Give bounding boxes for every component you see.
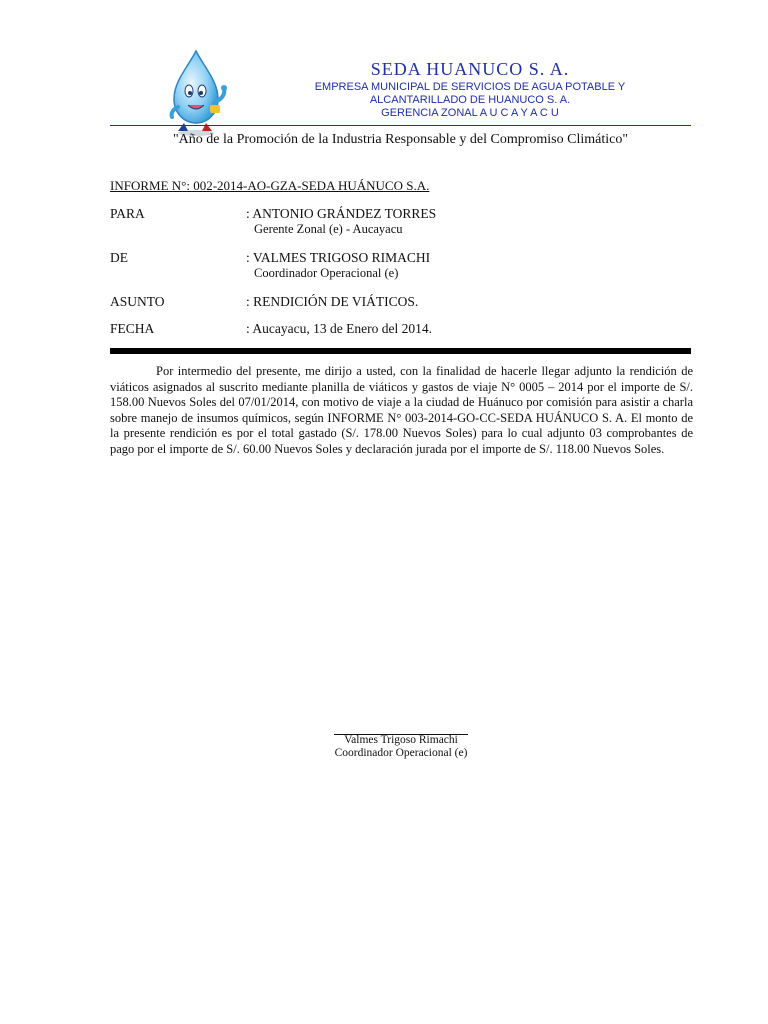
header-divider bbox=[110, 125, 691, 126]
field-value-fecha: : Aucayacu, 13 de Enero del 2014. bbox=[246, 321, 432, 336]
signature-title: Coordinador Operacional (e) bbox=[334, 747, 468, 759]
field-label-de: DE bbox=[110, 250, 128, 265]
body-paragraph-text: Por intermedio del presente, me dirijo a usted, con la finalidad de hacerle llegar adjunto la rendición de viáticos asignados al suscrito mediante planilla de viáticos y gastos de viaje N° 0005 – 2014 por el importe de S/. 158.00 Nuevos Soles del 07/01/2014, con motivo de viaje a la ciudad de Huánuco por comisión para asistir a charla sobre manejo de insumos químicos, según INFORME N° 003-2014-GO-CC-SEDA HUÁNUCO S. A. El monto de la presente rendición es por el total gastado (S/. 178.00 Nuevos Soles) para lo cual adjunto 03 comprobantes de pago por el importe de S/. 60.00 Nuevos Soles y declaración jurada por el importe de S/. 118.00 Nuevos Soles. bbox=[110, 364, 693, 456]
field-value-de: : VALMES TRIGOSO RIMACHI bbox=[246, 250, 431, 265]
signature-name: Valmes Trigoso Rimachi bbox=[344, 734, 458, 746]
field-value-asunto: : RENDICIÓN DE VIÁTICOS. bbox=[246, 294, 419, 309]
field-value-para: : ANTONIO GRÁNDEZ TORRES bbox=[246, 206, 437, 221]
field-label-fecha: FECHA bbox=[110, 321, 155, 336]
field-label-asunto: ASUNTO bbox=[110, 294, 165, 309]
body-paragraph bbox=[110, 364, 693, 457]
field-label-para: PARA bbox=[110, 206, 145, 221]
company-name: SEDA HUANUCO S. A. bbox=[370, 59, 570, 79]
company-zone-line: GERENCIA ZONAL A U C A Y A C U bbox=[381, 107, 559, 119]
field-sub-para: Gerente Zonal (e) - Aucayacu bbox=[254, 222, 403, 236]
water-drop-mascot-icon bbox=[160, 45, 234, 137]
company-description-line-1: EMPRESA MUNICIPAL DE SERVICIOS DE AGUA POTABLE Y bbox=[314, 81, 626, 93]
year-motto: "Año de la Promoción de la Industria Responsable y del Compromiso Climático" bbox=[172, 132, 629, 147]
report-number: INFORME N°: 002-2014-AO-GZA-SEDA HUÁNUCO S.A. bbox=[110, 178, 430, 193]
field-sub-de: Coordinador Operacional (e) bbox=[254, 266, 399, 280]
company-description-line-2: ALCANTARILLADO DE HUANUCO S. A. bbox=[369, 94, 571, 106]
section-divider bbox=[110, 348, 691, 354]
